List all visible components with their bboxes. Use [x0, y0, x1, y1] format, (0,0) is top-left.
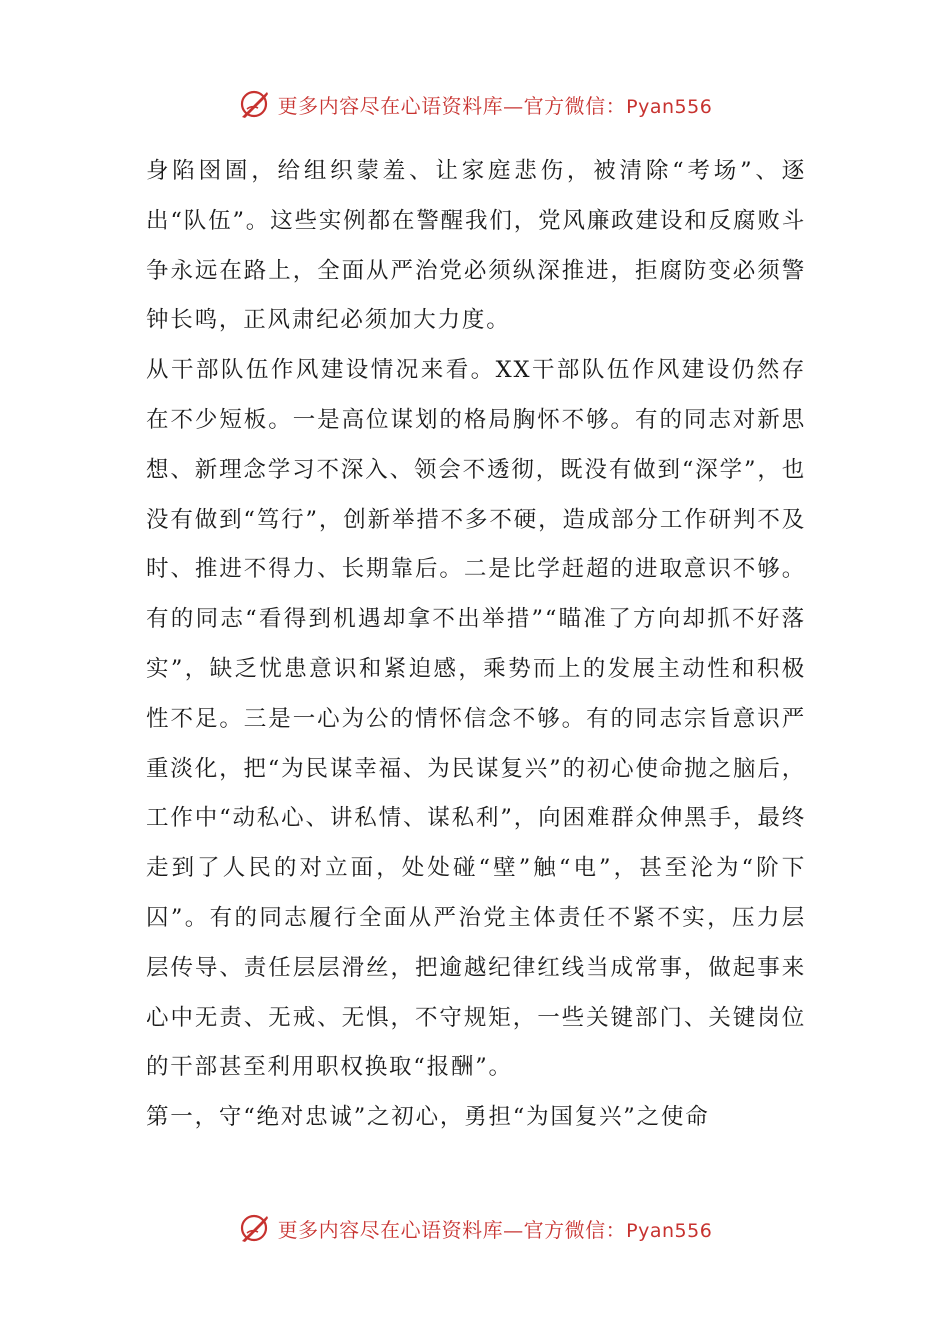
footer-watermark — [0, 1208, 950, 1248]
pen-circle-icon — [238, 87, 272, 121]
watermark-text: 更多内容尽在心语资料库—官方微信：Pyan556 — [277, 1217, 713, 1242]
paragraph: 从干部队伍作风建设情况来看。XX干部队伍作风建设仍然存在不少短板。一是高位谋划的格局胸怀不够。有的同志对新思想、新理念学习不深入、领会不透彻，既没有做到“深学”，也没有做到“笃行”，创新举措不多不硬，造成部分工作研判不及时、推进不得力、长期靠后。二是比学赶超的进取意识不够。有的同志“看得到机遇却拿不出举措”“瞄准了方向却抓不好落实”，缺乏忧患意识和紧迫感，乘势而上的发展主动性和积极性不足。三是一心为公的情怀信念不够。有的同志宗旨意识严重淡化，把“为民谋幸福、为民谋复兴”的初心使命抛之脑后，工作中“动私心、讲私情、谋私利”，向困难群众伸黑手，最终走到了人民的对立面，处处碰“壁”触“电”，甚至沦为“阶下囚”。有的同志履行全面从严治党主体责任不紧不实，压力层层传导、责任层层滑丝，把逾越纪律红线当成常事，做起事来心中无责、无戒、无惧，不守规矩，一些关键部门、关键岗位的干部甚至利用职权换取“报酬”。 — [146, 357, 806, 1081]
watermark-text: 更多内容尽在心语资料库—官方微信：Pyan556 — [277, 93, 713, 118]
pen-circle-icon — [238, 1211, 272, 1245]
paragraph: 身陷囹圄，给组织蒙羞、让家庭悲伤，被清除“考场”、逐出“队伍”。这些实例都在警醒我们，党风廉政建设和反腐败斗争永远在路上，全面从严治党必须纵深推进，拒腐防变必须警钟长鸣，正风肃纪必须加大力度。 — [146, 158, 806, 334]
section-heading: 第一，守“绝对忠诚”之初心，勇担“为国复兴”之使命 — [146, 1104, 710, 1131]
header-watermark — [0, 84, 950, 124]
document-body — [146, 147, 806, 1143]
